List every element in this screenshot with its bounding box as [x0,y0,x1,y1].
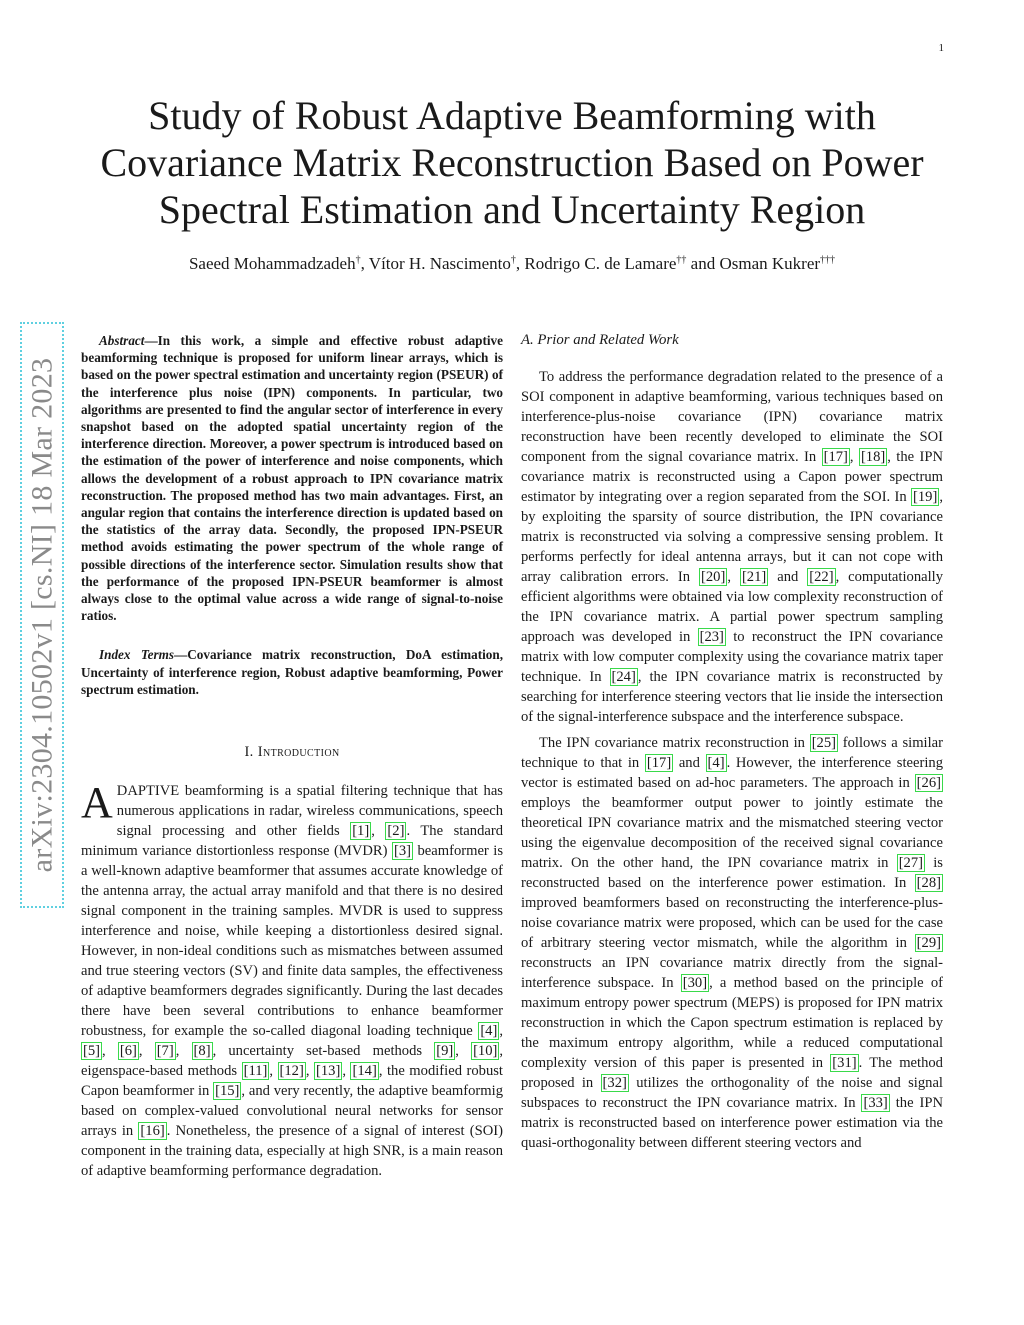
introduction-paragraph [81,778,504,1181]
index-terms [81,646,503,698]
author-1-affiliation-mark: † [355,254,361,266]
prior-work-paragraph-1: To address the performance degradation related to the presence of a SOI component in adaptive beamforming, various techniques based on interference-plus-noise covariance (IPN) covariance matrix reconstruction have been recently developed to eliminate the SOI component from the signal covariance matrix. In [17] , [18] , the IPN covariance matrix is reconstructed using a Capon power spectrum estimator by integrating over a region separated from the SOI. In [19] , by exploiting the sparsity of source distribution, the IPN covariance matrix is reconstructed via solving a compressive sensing problem. It performs perfectly for ideal antenna arrays, but it can not cope with array calibration errors. In [20] , [21] and [22] , computationally efficient algorithms were obtained via low complexity reconstruction of the IPN covariance matrix. A partial power spectrum sampling approach was developed in [23] to reconstruct the IPN covariance matrix with low computer complexity using the covariance matrix taper technique. In [24] , the IPN covariance matrix is reconstructed by searching for interference steering vectors that lie inside the intersection of the signal-interference subspace and the interference subspace. [521,369,943,725]
citation-link[interactable]: [5] [83,1043,101,1060]
author-3-affiliation-mark: †† [676,254,687,266]
citation-link[interactable]: [12] [279,1063,304,1080]
author-separator: and [686,254,720,273]
citation-link[interactable]: [17] [823,449,848,465]
citation-link[interactable]: [33] [863,1095,888,1111]
citation-link[interactable]: [21] [741,569,767,585]
citation-link[interactable]: [10] [473,1043,498,1060]
citation-link[interactable]: [6] [119,1043,137,1060]
author-1: Saeed Mohammadzadeh [188,254,356,273]
author-separator: , [360,254,369,273]
citation-link[interactable]: [20] [701,569,726,585]
citation-link[interactable]: [16] [140,1123,165,1140]
citation-link[interactable]: [4] [707,755,725,771]
citation-link[interactable]: [19] [913,489,938,505]
prior-work-heading: A. Prior and Related Work [521,332,679,348]
citation-link[interactable]: [28] [916,875,941,891]
citation-link[interactable]: [1] [352,823,370,840]
abstract-label: Abstract [99,333,145,348]
prior-work-paragraph-2: The IPN covariance matrix reconstruction in [25] follows a similar technique to that in [17] and [4] . However, the interference steering vector is estimated based on ad-hoc parameters. The approach in [26] employs the beamformer output power to jointly estimate the theoretical IPN covariance matrix and the mismatched steering vector using the eigenvalue decomposition of the received signal covariance matrix. On the other hand, the IPN covariance matrix in [27] is reconstructed based on the interference power estimation. In [28] improved beamformers based on reconstructing the interference-plus-noise covariance matrix were proposed, which can be used for the case of arbitrary steering vector mismatch, while the algorithm in [29] reconstructs an IPN covariance matrix directly from the signal-interference subspace. In [30] , a method based on the principle of maximum entropy power spectrum (MEPS) is proposed for IPN matrix reconstruction in which the Capon spectrum estimation is replaced by the maximum entropy algorithm, while a reduced computational complexity version of this paper is presented in [31] . The method proposed in [32] utilizes the orthogonality of the noise and signal subspaces to reconstruct the IPN covariance matrix. In [33] the IPN matrix is reconstructed based on interference power estimation via the quasi-orthogonality between different steering vectors and [521,735,943,1151]
citation-link[interactable]: [29] [916,935,941,951]
arxiv-stamp[interactable] [20,322,64,908]
paper-title: Study of Robust Adaptive Beamforming with Covariance Matrix Reconstruction Based on Power Spectral Estimation and Uncertainty Region [100,93,924,232]
citation-link[interactable]: [11] [243,1063,268,1080]
citation-link[interactable]: [23] [699,629,724,645]
citation-link[interactable]: [14] [352,1063,377,1080]
author-separator: , [515,254,525,273]
citation-link[interactable]: [17] [646,755,672,771]
left-column [81,332,503,1181]
citation-link[interactable]: [22] [809,569,834,585]
citation-link[interactable]: [25] [811,735,837,751]
author-4: Osman Kukrer [719,254,821,273]
index-terms-label: Index Terms [99,647,175,663]
abstract [81,332,503,624]
arxiv-identifier: arXiv:2304.10502v1 [cs.NI] 18 Mar 2023 [25,357,58,873]
citation-link[interactable]: [32] [602,1075,627,1091]
citation-link[interactable]: [8] [193,1043,211,1060]
index-terms-text: —Covariance matrix reconstruction, DoA estimation, Uncertainty of interference region, Robust adaptive beamforming, Power spectrum estimation. [81,647,503,697]
author-2-affiliation-mark: † [510,254,516,266]
citation-link[interactable]: [31] [832,1055,857,1071]
author-4-affiliation-mark: ††† [820,254,836,266]
citation-link[interactable]: [9] [436,1043,454,1060]
citation-link[interactable]: [27] [898,855,924,871]
citation-link[interactable]: [4] [480,1023,498,1040]
citation-link[interactable]: [18] [860,449,886,465]
citation-link[interactable]: [3] [393,843,411,860]
citation-link[interactable]: [26] [916,775,941,791]
citation-link[interactable]: [15] [215,1083,240,1100]
citation-link[interactable]: [2] [387,823,405,840]
author-list [70,254,954,274]
right-column [521,332,943,1153]
introduction-text: DAPTIVE beamforming is a spatial filtering technique that has numerous applications in radar, wireless communications, speech signal processing and other fields [1] , [2] . The standard minimum variance distortionless response (MVDR) [3] beamformer is a well-known adaptive beamformer that assumes accurate knowledge of the antenna array, the actual array manifold and that there is no desired signal component in the training samples. MVDR is used to suppress interference and noise, while keeping a distortionless desired signal. However, in non-ideal conditions such as mismatches between assumed and true steering vectors (SV) and finite data samples, the effectiveness of adaptive beamformers degrades significantly. During the last decades there have been several contributions to enhance beamformer robustness, for example the so-called diagonal loading technique [4] , [5] , [6] , [7] , [8] , uncertainty set-based methods [9] , [10] , eigenspace-based methods [11] , [12] , [13] , [14] , the modified robust Capon beamformer in [15] , and very recently, the adaptive beamformig based on complex-valued convolutional neural networks for sensor arrays in [16] . Nonetheless, the presence of a signal of interest (SOI) component in the training data, especially at high SNR, is a main reason of adaptive beamforming performance degradation. [81,783,504,1180]
citation-link[interactable]: [7] [156,1043,174,1060]
page-number: 1 [938,42,944,54]
author-3: Rodrigo C. de Lamare [524,254,677,273]
author-2: Vítor H. Nascimento [368,254,511,273]
abstract-text: —In this work, a simple and effective robust adaptive beamforming technique is proposed for uniform linear arrays, which is based on the power spectral estimation and uncertainty region (PSEUR) of the interference plus noise (IPN) components. In particular, two algorithms are presented to find the angular sector of interference in every snapshot based on the adopted spatial uncertainty region of the interference direction. Moreover, a power spectrum is introduced based on the estimation of the power of interference and noise components, which allows the development of a robust approach to IPN covariance matrix reconstruction. The proposed method has two main advantages. First, an angular region that contains the interference direction is updated based on the statistics of the array data. Secondly, the proposed IPN-PSEUR method avoids estimating the power spectrum of the whole range of possible directions of the interference sector. Simulation results show that the performance of the proposed IPN-PSEUR beamformer is almost always close to the optimal value across a wide range of signal-to-noise ratios. [81,333,503,624]
introduction-heading: I. Introduction [244,744,340,761]
citation-link[interactable]: [24] [611,669,636,685]
dropcap-letter: A [81,778,113,828]
citation-link[interactable]: [13] [316,1063,341,1080]
citation-link[interactable]: [30] [682,975,708,991]
